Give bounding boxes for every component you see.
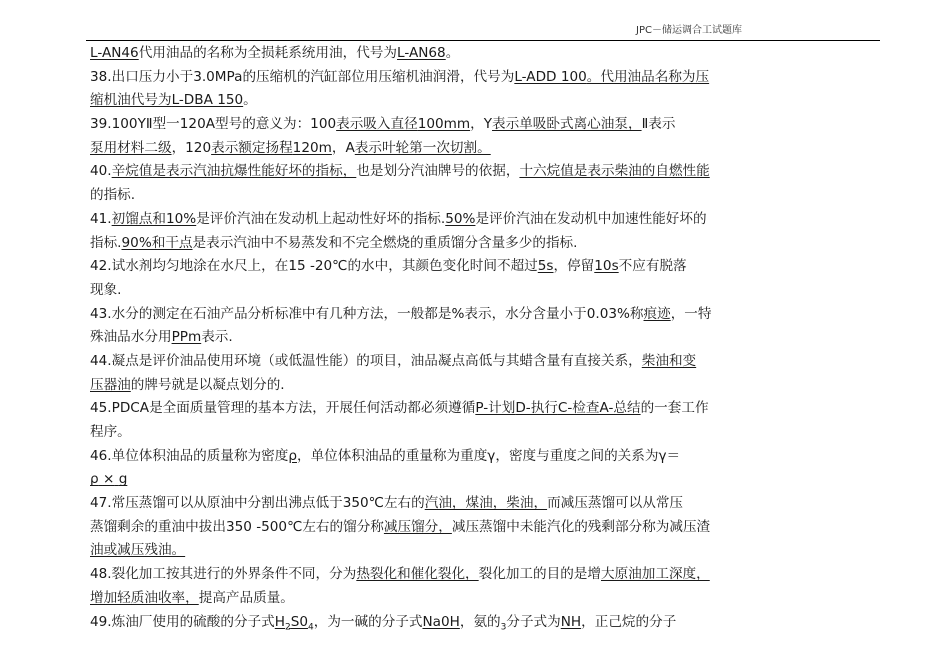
answer-text: PPm: [171, 329, 202, 346]
body-text: 0.03%: [586, 305, 630, 322]
body-text: 的牌号就是以凝点划分的.: [130, 376, 285, 393]
text-line: [90, 539, 878, 563]
body-text: 试水剂均匀地涂在水尺上，在: [111, 258, 289, 275]
question-number: 49.: [90, 613, 112, 630]
question-number: 41.: [90, 210, 112, 227]
body-text: Ⅱ: [641, 116, 649, 133]
question-number: 42.: [90, 258, 112, 275]
answer-text: 。代用油品名称为压: [586, 68, 710, 85]
body-text: 减压蒸馏中未能汽化的残剩部分称为减压渣: [451, 518, 711, 535]
answer-text: 表示叶轮第一次切割。: [354, 139, 491, 156]
body-text: ，: [171, 139, 186, 156]
body-text: 殊油品水分用: [90, 329, 172, 346]
body-text: ℃: [332, 258, 348, 275]
body-text: 350: [342, 495, 369, 512]
text-line: [90, 208, 878, 232]
body-text: 水分的测定在石油产品分析标准中有几种方法，一般都是%表示，水分含量小于: [111, 305, 587, 322]
answer-text: 辛烷值是表示汽油抗爆性能好坏的指标，: [111, 163, 357, 180]
page-header: [0, 0, 950, 40]
body-text: 120A: [179, 116, 216, 133]
body-text: ，一特: [670, 305, 712, 322]
answer-text: 90: [121, 234, 139, 251]
answer-text: 大原油加工深度，: [601, 566, 710, 583]
body-text: ，: [470, 116, 484, 133]
answer-text: C-检查: [557, 400, 600, 417]
body-text: 出口压力小于: [111, 68, 194, 85]
body-text: 凝点是评价油品使用环境（或低温性能）的项目，油品凝点高低与其蜡含量有直接关系，: [111, 352, 642, 369]
body-text: 的指标.: [90, 187, 136, 204]
text-line: [90, 160, 878, 184]
text-line: [90, 374, 878, 398]
answer-text: 缩机油代号为: [90, 92, 172, 109]
body-text: Y: [483, 116, 493, 133]
answer-text: L-AN46: [90, 45, 139, 61]
body-text: 裂化加工的目的是增: [478, 566, 601, 583]
answer-text: 压器油: [90, 376, 131, 393]
body-text: 350 -500: [225, 518, 288, 535]
document-body: [90, 42, 878, 634]
question-number: 48.: [90, 566, 112, 583]
answer-text: 50%: [445, 210, 476, 227]
answer-text: P-计划: [475, 400, 516, 417]
body-text: ℃: [368, 495, 384, 512]
question-number: 39.: [90, 116, 112, 133]
body-text: 代用油品的名称为全损耗系统用油，代号为: [138, 45, 397, 61]
body-text: ＝: [666, 447, 681, 464]
answer-text: A-总结: [599, 400, 641, 417]
text-line: [90, 303, 878, 327]
body-text: 型号的意义为：: [215, 116, 311, 133]
body-text: 称: [629, 305, 644, 322]
body-text: 。: [445, 45, 460, 61]
answer-text: 120m: [292, 139, 332, 156]
answer-text: 100mm: [417, 116, 471, 133]
answer-text: NH: [560, 613, 582, 630]
answer-text: 十六烷值是表示柴油的自燃性能: [519, 163, 710, 180]
header-text: JPC－储运调合工试题库: [636, 25, 742, 36]
answer-text: 痕迹: [643, 305, 671, 322]
body-text: 单位体积油品的质量称为密度: [111, 447, 289, 464]
question-number: 43.: [90, 305, 112, 322]
body-text: 裂化加工按其进行的外界条件不同，: [111, 566, 330, 583]
answer-text: 泵用材料二级: [90, 139, 172, 156]
body-text: 是评价汽油在发动机中加速性能好坏的: [475, 210, 707, 227]
answer-text: 表示单吸卧式离心油泵，: [492, 116, 642, 133]
body-text: 提高产品质量。: [198, 589, 294, 606]
question-number: 38.: [90, 68, 112, 85]
answer-text: L-AN68: [397, 45, 446, 61]
body-text: ，氨的: [459, 613, 501, 630]
body-text: ，正己烷的分子: [581, 613, 677, 630]
body-text: PDCA: [111, 400, 150, 417]
body-text: 100: [310, 116, 337, 133]
text-line: [90, 563, 878, 587]
body-text: 指标.: [90, 234, 122, 251]
answer-text: ×: [102, 471, 115, 488]
body-text: ，开展任何活动都必须遵循: [312, 400, 476, 417]
answer-text: $H_2S0_4$: [274, 613, 314, 633]
answer-text: L-ADD 100: [514, 68, 587, 85]
text-line: [90, 350, 878, 374]
answer-text: 10s: [594, 258, 619, 275]
question-number: 40.: [90, 163, 112, 180]
answer-text: 热裂化和催化裂化，: [356, 566, 479, 583]
body-text: 。: [243, 92, 257, 109]
body-text: ，停留: [553, 258, 595, 275]
text-line: [90, 89, 878, 113]
body-text: 密度与重度之间的关系为γ: [508, 447, 667, 464]
header-rule: [86, 40, 880, 41]
body-text: 常压蒸馏可以从原油中分割出沸点低于: [111, 495, 343, 512]
question-number: 46.: [90, 447, 112, 464]
text-line: [90, 232, 878, 256]
body-text: A: [345, 139, 355, 156]
answer-text: 柴油和变: [641, 352, 697, 369]
text-line: [90, 184, 878, 208]
body-text: 而减压蒸馏可以从常压: [547, 495, 684, 512]
answer-text: g: [118, 471, 128, 488]
answer-text: 5s: [537, 258, 554, 275]
text-line: [90, 445, 878, 469]
text-line: [90, 421, 878, 445]
body-text: 120: [185, 139, 212, 156]
answer-text: 汽油，煤油，柴油，: [424, 495, 548, 512]
text-line: [90, 66, 878, 90]
body-text: 蒸馏剩余的重油中拔出: [90, 518, 226, 535]
text-line: [90, 42, 878, 66]
body-text: 分为: [329, 566, 357, 583]
body-text: ℃: [287, 518, 303, 535]
body-text: 3.0MPa: [193, 68, 243, 85]
text-line: [90, 611, 878, 635]
body-text: 炼油厂使用的硫酸的分子式: [111, 613, 275, 630]
text-line: [90, 113, 878, 137]
answer-text: ρ: [90, 471, 99, 488]
body-text: 表示: [648, 116, 676, 133]
body-text: 左右的: [383, 495, 425, 512]
answer-text: 10%: [166, 210, 197, 227]
body-text: ，单位体积油品的重量称为重度γ，: [296, 447, 509, 464]
body-text: 程序。: [90, 424, 131, 440]
question-number: 45.: [90, 400, 112, 417]
answer-text: 表示吸入直径: [336, 116, 418, 133]
body-text: 的一套工作: [640, 400, 709, 417]
body-text: 是全面质量管理的基本方法: [149, 400, 313, 417]
body-text: 15 -20: [288, 258, 333, 275]
answer-text: 油或减压残油。: [90, 542, 186, 559]
question-number: 47.: [90, 495, 112, 512]
text-line: [90, 516, 878, 540]
body-text: 不应有脱落: [618, 258, 687, 275]
text-line: [90, 255, 878, 279]
answer-text: L-DBA 150: [171, 92, 244, 109]
body-text: ，为一碱的分子式: [313, 613, 423, 630]
text-line: [90, 137, 878, 161]
text-line: [90, 397, 878, 421]
body-text: 型一: [152, 116, 180, 133]
body-text: 表示.: [201, 329, 233, 346]
body-text: 也是划分汽油牌号的依据，: [356, 163, 520, 180]
body-text: 是表示汽油中不易蒸发和不完全燃烧的重质馏分含量多少的指标.: [192, 234, 578, 251]
body-text: 100YⅡ: [111, 116, 153, 133]
body-text: 左右的馏分称: [302, 518, 384, 535]
answer-text: %和干点: [138, 234, 193, 251]
body-text: ，: [331, 139, 346, 156]
answer-text: ρ: [288, 447, 297, 464]
question-number: 44.: [90, 352, 112, 369]
subscript-text: 3: [500, 622, 507, 633]
answer-text: D-执行: [515, 400, 558, 417]
answer-text: Na0H: [422, 613, 460, 630]
body-text: 的压缩机的汽缸部位用压缩机油润滑，代号为: [242, 68, 515, 85]
answer-text: 初馏点和: [111, 210, 166, 227]
answer-text: 增加轻质油收率，: [90, 589, 199, 606]
body-text: 分子式为: [506, 613, 561, 630]
answer-text: 表示额定扬程: [211, 139, 293, 156]
text-line: [90, 326, 878, 350]
text-line: [90, 279, 878, 303]
body-text: 是评价汽油在发动机上起动性好坏的指标.: [196, 210, 446, 227]
answer-text: 减压馏分，: [383, 518, 452, 535]
text-line: [90, 468, 878, 492]
body-text: 的水中，其颜色变化时间不超过: [347, 258, 538, 275]
text-line: [90, 587, 878, 611]
text-line: [90, 492, 878, 516]
body-text: 现象.: [90, 281, 122, 298]
